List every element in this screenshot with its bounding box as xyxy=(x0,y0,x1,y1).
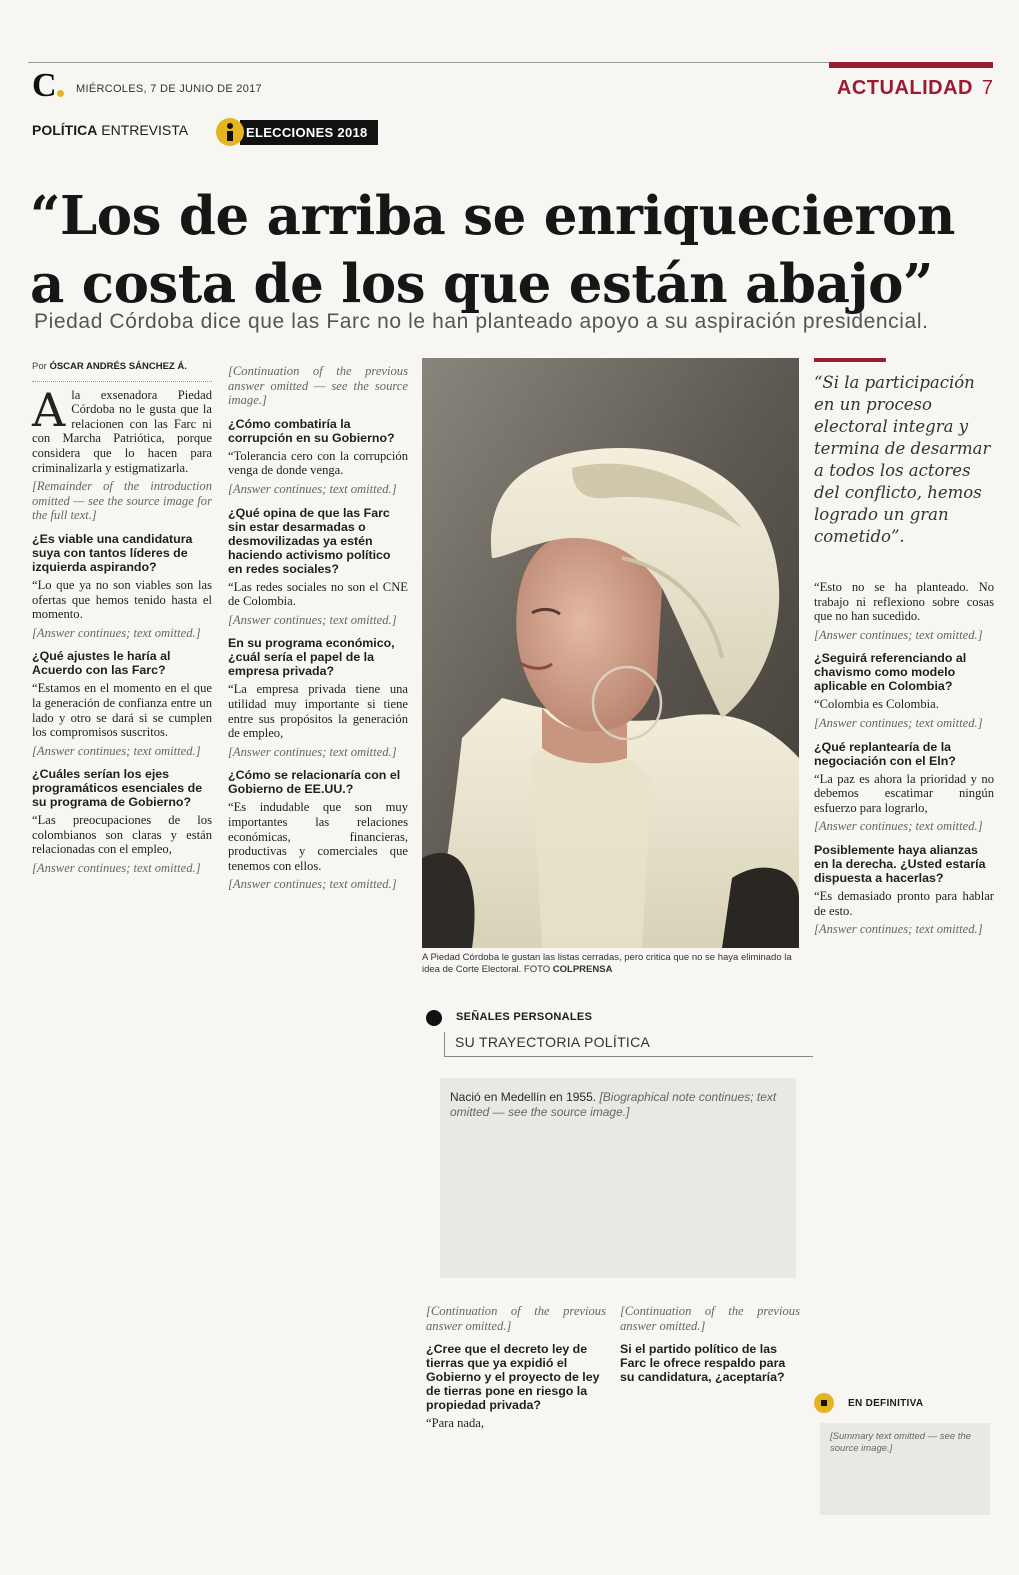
kicker-section: POLÍTICA xyxy=(32,122,98,138)
article-column-1 xyxy=(32,360,212,879)
answer-excerpt: “Las preocupaciones de los colombianos son claras y están relacionadas con el empleo, xyxy=(32,813,212,857)
text-omitted-note: [Remainder of the introduction omitted — see the source image for the full text.] xyxy=(32,479,212,523)
article-column-5 xyxy=(814,576,994,940)
box-body-excerpt: Nació en Medellín en 1955. xyxy=(450,1090,597,1104)
question: ¿Cómo se relacionaría con el Gobierno de EE.UU.? xyxy=(228,768,401,797)
text-omitted-note: [Answer continues; text omitted.] xyxy=(814,819,983,834)
intro-paragraph xyxy=(32,382,212,476)
pull-quote-text: “Si la participación en un proceso electoral integra y termina de desarmar a todos los actores del conflicto, hemos logrado un gran cometido”. xyxy=(814,373,991,546)
section-color-bar xyxy=(829,62,993,68)
question: ¿Seguirá referenciando al chavismo como modelo aplicable en Colombia? xyxy=(814,651,967,694)
photo-credit-prefix: FOTO xyxy=(523,964,551,975)
photo-caption xyxy=(422,952,800,976)
text-omitted-note: [Summary text omitted — see the source image.] xyxy=(830,1431,971,1454)
kicker-type: ENTREVISTA xyxy=(101,122,189,138)
byline-prefix: Por xyxy=(32,361,47,372)
text-omitted-note: [Biographical note continues; text omitted — see the source image.] xyxy=(450,1090,777,1119)
text-omitted-note: [Answer continues; text omitted.] xyxy=(228,481,397,496)
box-subtitle: SU TRAYECTORIA POLÍTICA xyxy=(444,1032,813,1057)
article-column-2 xyxy=(228,360,408,895)
text-omitted-note: [Continuation of the previous answer omitted.] xyxy=(620,1304,800,1333)
question: ¿Qué ajustes le haría al Acuerdo con las Farc? xyxy=(32,649,171,678)
pull-quote xyxy=(814,358,994,548)
deck: Piedad Córdoba dice que las Farc no le han planteado apoyo a su aspiración presidencial. xyxy=(34,310,929,333)
question: Si el partido político de las Farc le ofrece respaldo para su candidatura, ¿aceptaría? xyxy=(620,1342,786,1385)
badge-label: ELECCIONES 2018 xyxy=(240,120,378,145)
text-omitted-note: [Answer continues; text omitted.] xyxy=(814,627,983,642)
en-definitiva-body xyxy=(820,1423,990,1515)
issue-date: MIÉRCOLES, 7 DE JUNIO DE 2017 xyxy=(76,83,262,95)
drop-cap: A xyxy=(32,382,66,437)
page-number: 7 xyxy=(981,77,993,99)
text-omitted-note: [Answer continues; text omitted.] xyxy=(228,877,397,892)
answer-excerpt: “Colombia es Colombia. xyxy=(814,697,939,712)
question: ¿Cómo combatiría la corrupción en su Gobierno? xyxy=(228,416,395,445)
text-omitted-note: [Answer continues; text omitted.] xyxy=(814,715,983,730)
text-omitted-note: [Answer continues; text omitted.] xyxy=(228,612,397,627)
question: En su programa económico, ¿cuál sería el papel de la empresa privada? xyxy=(228,636,395,679)
question: ¿Qué replantearía de la negociación con el Eln? xyxy=(814,739,956,768)
personal-signals-box xyxy=(422,1010,802,1298)
answer-excerpt: “Es demasiado pronto para hablar de esto. xyxy=(814,888,994,918)
answer-excerpt: “Es indudable que son muy importantes las relaciones económicas, financieras, productivas y comerciales que tenemos con ellos. xyxy=(228,800,408,873)
text-omitted-note: [Answer continues; text omitted.] xyxy=(32,861,201,876)
answer-excerpt: “Esto no se ha planteado. No trabajo ni reflexiono sobre cosas que no han sucedido. xyxy=(814,580,994,624)
byline-author: ÓSCAR ANDRÉS SÁNCHEZ Á. xyxy=(49,361,187,372)
byline xyxy=(32,360,212,382)
text-omitted-note: [Answer continues; text omitted.] xyxy=(228,744,397,759)
person-icon xyxy=(216,118,244,146)
box-body xyxy=(440,1078,796,1278)
answer-excerpt: “Tolerancia cero con la corrupción venga de donde venga. xyxy=(228,448,408,478)
portrait-photo xyxy=(422,358,799,948)
text-omitted-note: [Continuation of the previous answer omitted — see the source image.] xyxy=(228,364,408,408)
question: ¿Cuáles serían los ejes programáticos esenciales de su programa de Gobierno? xyxy=(32,767,203,810)
intro-excerpt: la exsenadora Piedad Córdoba no le gusta que la relacionen con las Farc ni con Marcha Patriótica, porque considera que lo hacen para criminalizarla y estigmatizarla. xyxy=(32,387,212,475)
box-title: SEÑALES PERSONALES xyxy=(456,1011,593,1023)
headline: “Los de arriba se enriquecieron a costa de los que están abajo” xyxy=(30,184,955,315)
question: Posiblemente haya alianzas en la derecha. ¿Usted estaría dispuesta a hacerlas? xyxy=(814,842,986,885)
caption-text: A Piedad Córdoba le gustan las listas cerradas, pero critica que no se haya eliminado la idea de Corte Electoral. xyxy=(422,952,792,975)
elections-badge xyxy=(216,118,378,146)
article-column-3-bottom xyxy=(426,1300,606,1434)
logo-dot-icon xyxy=(57,90,64,97)
answer-excerpt: “Para nada, xyxy=(426,1416,485,1431)
answer-excerpt: “Estamos en el momento en el que la generación de confianza entre un lado y otro se dará si se cumplen los compromisos suscritos. xyxy=(32,681,212,740)
en-definitiva-title: EN DEFINITIVA xyxy=(848,1398,924,1409)
portrait-illustration xyxy=(422,358,799,948)
newspaper-logo: C xyxy=(32,67,57,104)
question: ¿Qué opina de que las Farc sin estar desarmadas o desmovilizadas ya estén haciendo activismo político en redes sociales? xyxy=(228,505,391,576)
person-icon xyxy=(426,1010,442,1026)
pull-quote-bar xyxy=(814,358,886,362)
text-omitted-note: [Answer continues; text omitted.] xyxy=(814,922,983,937)
kicker xyxy=(32,122,188,138)
answer-excerpt: “La empresa privada tiene una utilidad muy importante si tiene entre sus propósitos la generación de empleo, xyxy=(228,682,408,741)
text-omitted-note: [Continuation of the previous answer omitted.] xyxy=(426,1304,606,1333)
question: ¿Cree que el decreto ley de tierras que ya expidió el Gobierno y el proyecto de ley de tierras pone en riesgo la propiedad privada? xyxy=(426,1342,600,1413)
summary-icon xyxy=(814,1393,834,1413)
question: ¿Es viable una candidatura suya con tantos líderes de izquierda aspirando? xyxy=(32,531,193,574)
answer-excerpt: “Lo que ya no son viables son las ofertas que hemos tenido hasta el momento. xyxy=(32,577,212,622)
text-omitted-note: [Answer continues; text omitted.] xyxy=(32,625,201,640)
photo-credit: COLPRENSA xyxy=(552,964,613,975)
article-column-4-bottom xyxy=(620,1300,800,1386)
answer-excerpt: “Las redes sociales no son el CNE de Colombia. xyxy=(228,579,408,609)
text-omitted-note: [Answer continues; text omitted.] xyxy=(32,743,201,758)
section-name: ACTUALIDAD xyxy=(836,77,973,99)
masthead xyxy=(28,62,993,105)
answer-excerpt: “La paz es ahora la prioridad y no debemos escatimar ningún esfuerzo para lograrlo, xyxy=(814,771,994,815)
